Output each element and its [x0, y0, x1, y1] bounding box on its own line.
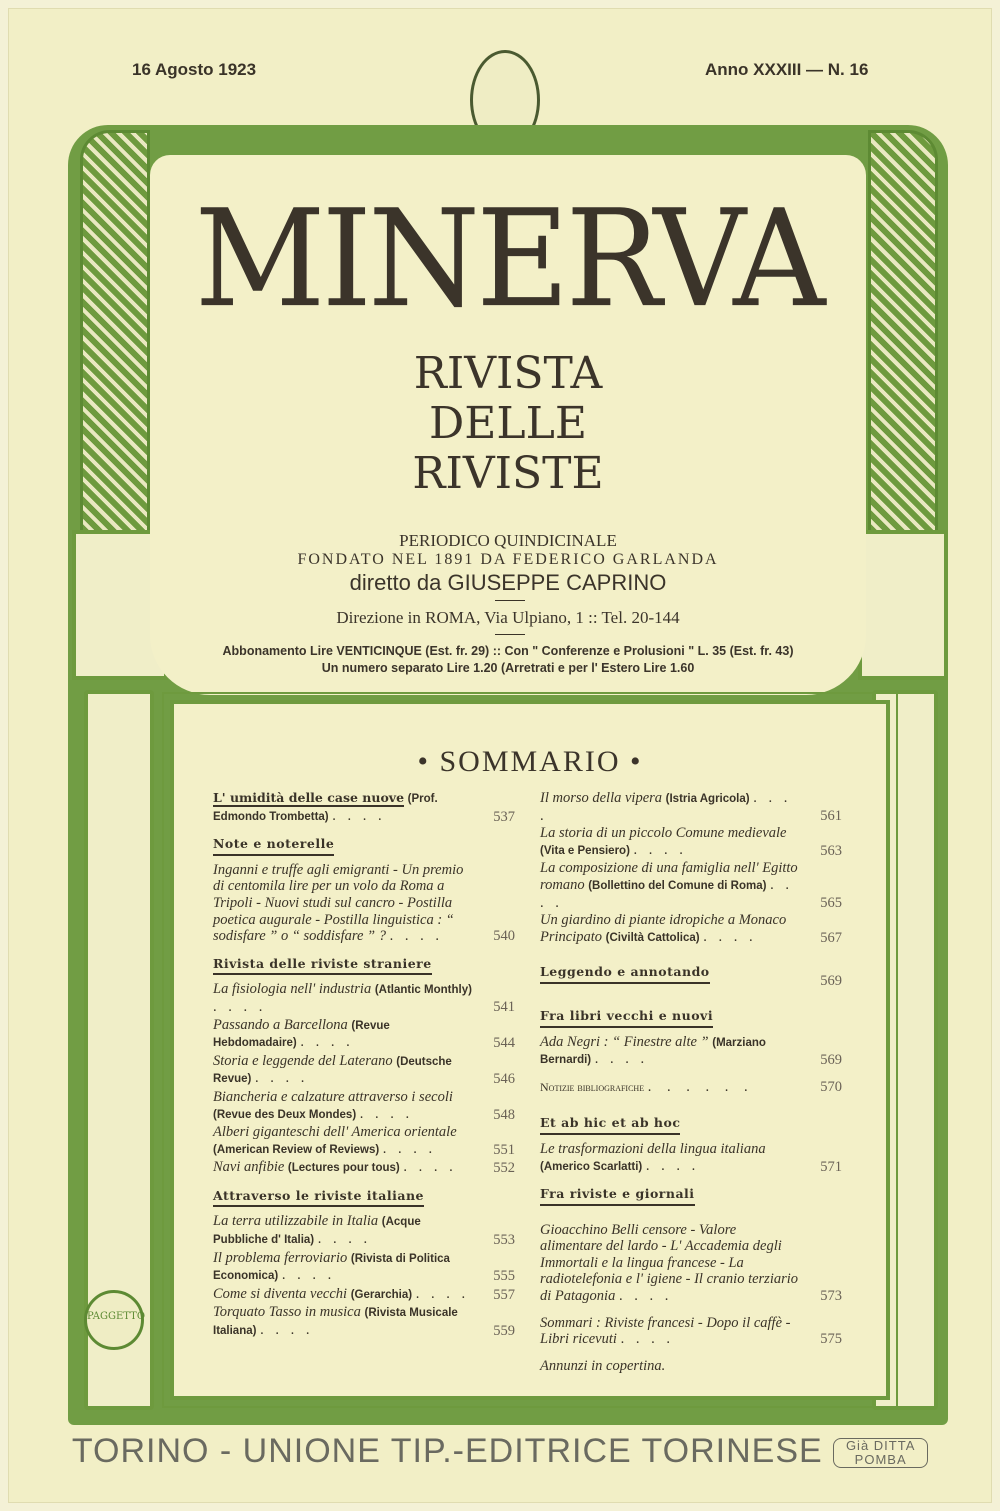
entry-source: (Civiltà Cattolica): [605, 931, 700, 944]
issue-number: Anno XXXIII — N. 16: [705, 60, 869, 79]
section-entry: [540, 954, 842, 990]
sommario-heading: • SOMMARIO •: [417, 745, 643, 778]
toc-entry: Biancheria e calzature attraverso i secoli (Revue des Deux Mondes) . . . . 548: [213, 1088, 515, 1123]
divider: [495, 600, 525, 601]
entry-title[interactable]: L' umidità delle case nuove: [213, 790, 405, 805]
entry-source: (American Review of Reviews): [213, 1143, 380, 1156]
toc-entry: Un giardino di piante idropiche a Monaco Principato (Civiltà Cattolica) . . . . 567: [540, 912, 842, 946]
page-number: 567: [820, 929, 842, 946]
section: [540, 1176, 842, 1212]
toc-entry: Passando a Barcellona (Revue Hebdomadaire) . . . . 544: [213, 1016, 515, 1052]
toc-entry: L' umidità delle case nuove (Prof. Edmondo Trombetta) . . . . 537: [213, 790, 515, 825]
toc-entry: Navi anfibie (Lectures pour tous) . . . . 552: [213, 1159, 515, 1177]
entry-source: (Marziano Bernardi): [540, 1036, 766, 1067]
page-number: 557: [493, 1286, 515, 1303]
entry-source: (Acque Pubbliche d' Italia): [213, 1216, 421, 1247]
entry-title[interactable]: Come si diventa vecchi: [213, 1285, 348, 1302]
publisher-footer: [0, 1432, 1000, 1471]
toc-entry: Come si diventa vecchi (Gerarchia) . . . . 557: [213, 1285, 515, 1303]
page-number: 569: [820, 973, 842, 990]
toc-entry: La terra utilizzabile in Italia (Acque Pubbliche d' Italia) . . . . 553: [213, 1213, 515, 1249]
subscription-line: Abbonamento Lire VENTICINQUE (Est. fr. 29) :: Con " Conferenze e Prolusioni " L. 35 (Est. fr. 43): [222, 644, 794, 658]
section-heading[interactable]: Note e noterelle: [213, 836, 334, 856]
toc-entry: Ada Negri : “ Finestre alte ” (Marziano Bernardi) . . . . 569: [540, 1033, 842, 1069]
founded-line: FONDATO NEL 1891 DA FEDERICO GARLANDA: [297, 551, 719, 568]
toc-entry: La fisiologia nell' industria (Atlantic Monthly) . . . . 541: [213, 981, 515, 1015]
entry-title[interactable]: La terra utilizzabile in Italia: [213, 1213, 379, 1230]
periodicity: PERIODICO QUINDICINALE: [399, 531, 617, 550]
toc-entry: Notizie bibliografiche . . . . . . 570: [540, 1078, 842, 1095]
section-heading[interactable]: Fra riviste e giornali: [540, 1186, 695, 1206]
subtitle-line-3: RIVISTE: [412, 448, 604, 499]
entry-source: (Bollettino del Comune di Roma): [588, 879, 767, 892]
right-acanthus-ornament-icon: [868, 130, 938, 550]
page-number: 551: [493, 1141, 515, 1158]
entry-source: (Rivista Musicale Italiana): [213, 1307, 458, 1338]
section-heading[interactable]: Et ab hic et ab hoc: [540, 1115, 680, 1135]
toc-entry: Gioacchino Belli censore - Valore alimentare del lardo - L' Accademia degli Immortali e la lingua francese - La radiotelefonia e l' igiene - Il cranio terziario di Patagonia . . . . 573: [540, 1221, 842, 1305]
entry-source: (Gerarchia): [350, 1288, 413, 1301]
former-firm: Già DITTA POMBA: [833, 1438, 928, 1468]
entry-title[interactable]: Biancheria e calzature attraverso i secoli: [213, 1088, 453, 1105]
section: [213, 1178, 515, 1214]
page-number: 552: [493, 1160, 515, 1177]
contents-right-column: [540, 790, 842, 1375]
page-number: 561: [820, 807, 842, 824]
right-column-capital: [858, 530, 948, 680]
section-heading[interactable]: Leggendo e annotando: [540, 964, 710, 984]
page-number: 575: [820, 1331, 842, 1348]
address-line: Direzione in ROMA, Via Ulpiano, 1 :: Tel. 20-144: [336, 608, 680, 627]
publisher-name: TORINO - UNIONE TIP.-EDITRICE TORINESE: [71, 1432, 823, 1470]
entry-title[interactable]: Torquato Tasso in musica: [213, 1304, 361, 1321]
sommario-label: SOMMARIO: [439, 745, 621, 778]
subtitle-line-1: RIVISTA: [413, 348, 603, 399]
section-heading[interactable]: Attraverso le riviste italiane: [213, 1188, 424, 1208]
entry-title[interactable]: Gioacchino Belli censore - Valore alimentare del lardo - L' Accademia degli Immortali e la lingua francese - La radiotelefonia e l' igiene - Il cranio terziario di Patagonia: [540, 1221, 799, 1305]
entry-title[interactable]: Inganni e truffe agli emigranti - Un premio di centomila lire per un volo da Roma a Tripoli - Nuovi studi sul cancro - Postilla poetica augurale - Postilla linguistica : “ sodisfare ” o “ soddisfare ” ?: [213, 861, 464, 945]
entry-source: (Rivista di Politica Economica): [213, 1252, 450, 1283]
entry-title[interactable]: La storia di un piccolo Comune medievale: [540, 825, 787, 842]
entry-title[interactable]: Passando a Barcellona: [213, 1016, 348, 1033]
toc-entry: Inganni e truffe agli emigranti - Un premio di centomila lire per un volo da Roma a Tripoli - Nuovi studi sul cancro - Postilla poetica augurale - Postilla linguistica : “ sodisfare ” o “ soddisfare ” ? . . . . 540: [213, 861, 515, 945]
left-acanthus-ornament-icon: [80, 130, 150, 550]
magazine-title: MINERVA: [194, 181, 822, 338]
entry-title[interactable]: La fisiologia nell' industria: [213, 981, 372, 998]
page-number: 553: [493, 1232, 515, 1249]
entry-title[interactable]: Le trasformazioni della lingua italiana: [540, 1140, 766, 1157]
page-number: 546: [493, 1071, 515, 1088]
director-line: diretto da GIUSEPPE CAPRINO: [349, 570, 667, 595]
section: [540, 998, 842, 1034]
page-number: 565: [820, 894, 842, 911]
toc-entry: Sommari : Riviste francesi - Dopo il caffè - Libri ricevuti . . . . 575: [540, 1314, 842, 1348]
page-number: 548: [493, 1106, 515, 1123]
issue-date: 16 Agosto 1923: [132, 60, 257, 79]
section: [213, 826, 515, 862]
toc-entry: Il problema ferroviario (Rivista di Politica Economica) . . . . 555: [213, 1249, 515, 1285]
page-number: 563: [820, 842, 842, 859]
toc-entry: [540, 1358, 842, 1375]
subtitle-line-2: DELLE: [429, 398, 587, 449]
entry-title[interactable]: Alberi giganteschi dell' America orientale: [213, 1124, 457, 1141]
entry-title[interactable]: Ada Negri : “ Finestre alte ”: [540, 1033, 709, 1050]
entry-title[interactable]: Navi anfibie: [213, 1159, 285, 1176]
page-number: 541: [493, 998, 515, 1015]
page-number: 559: [493, 1323, 515, 1340]
entry-source: (Revue Hebdomadaire): [213, 1019, 390, 1050]
page-number: 544: [493, 1035, 515, 1052]
toc-entry: Le trasformazioni della lingua italiana (Americo Scarlatti) . . . . 571: [540, 1140, 842, 1175]
entry-source: (Vita e Pensiero): [540, 844, 630, 857]
section: [540, 1105, 842, 1141]
single-issue-price: Un numero separato Lire 1.20 (Arretrati e per l' Estero Lire 1.60: [321, 661, 695, 675]
toc-entry: Torquato Tasso in musica (Rivista Musicale Italiana) . . . . 559: [213, 1304, 515, 1340]
entry-source: (Deutsche Revue): [213, 1055, 452, 1086]
entry-source: (Revue des Deux Mondes): [213, 1108, 357, 1121]
entry-title[interactable]: Il problema ferroviario: [213, 1249, 348, 1266]
entry-source: (Atlantic Monthly): [374, 984, 472, 997]
toc-entry: Storia e leggende del Laterano (Deutsche Revue) . . . . 546: [213, 1052, 515, 1088]
page-number: 571: [820, 1158, 842, 1175]
entry-title[interactable]: Sommari : Riviste francesi - Dopo il caffè - Libri ricevuti: [540, 1314, 791, 1348]
contents-left-column: [213, 790, 515, 1341]
page-number: 573: [820, 1288, 842, 1305]
entry-title[interactable]: Un giardino di piante idropiche a Monaco Principato: [540, 912, 787, 945]
toc-entry: La storia di un piccolo Comune medievale (Vita e Pensiero) . . . . 563: [540, 825, 842, 859]
page-number: 540: [493, 928, 515, 945]
page-number: 555: [493, 1268, 515, 1285]
entry-title[interactable]: Notizie bibliografiche: [540, 1079, 645, 1094]
toc-entry: Alberi giganteschi dell' America orientale (American Review of Reviews) . . . . 551: [213, 1124, 515, 1158]
section: [213, 946, 515, 982]
entry-source: (Prof. Edmondo Trombetta): [213, 793, 438, 823]
entry-title[interactable]: Il morso della vipera: [540, 790, 663, 806]
entry-title[interactable]: La composizione di una famiglia nell' Egitto romano: [540, 860, 798, 893]
page-number: 570: [820, 1078, 842, 1095]
entry-source: (Istria Agricola): [665, 793, 750, 805]
toc-entry: La composizione di una famiglia nell' Egitto romano (Bollettino del Comune di Roma) . . . . 565: [540, 860, 842, 911]
entry-title[interactable]: Storia e leggende del Laterano: [213, 1052, 393, 1069]
page-number: 537: [493, 808, 515, 825]
toc-entry: Il morso della vipera (Istria Agricola) . . . . 561: [540, 790, 842, 824]
section-heading[interactable]: Fra libri vecchi e nuovi: [540, 1008, 713, 1028]
page-number: 569: [820, 1052, 842, 1069]
section-heading[interactable]: Rivista delle riviste straniere: [213, 956, 432, 976]
entry-source: (Lectures pour tous): [287, 1162, 400, 1175]
entry-source: (Americo Scarlatti): [540, 1160, 643, 1173]
divider: [495, 634, 525, 635]
publisher-logo-icon: PAGGETTO: [84, 1290, 144, 1350]
entry-title[interactable]: Annunzi in copertina.: [540, 1357, 666, 1374]
